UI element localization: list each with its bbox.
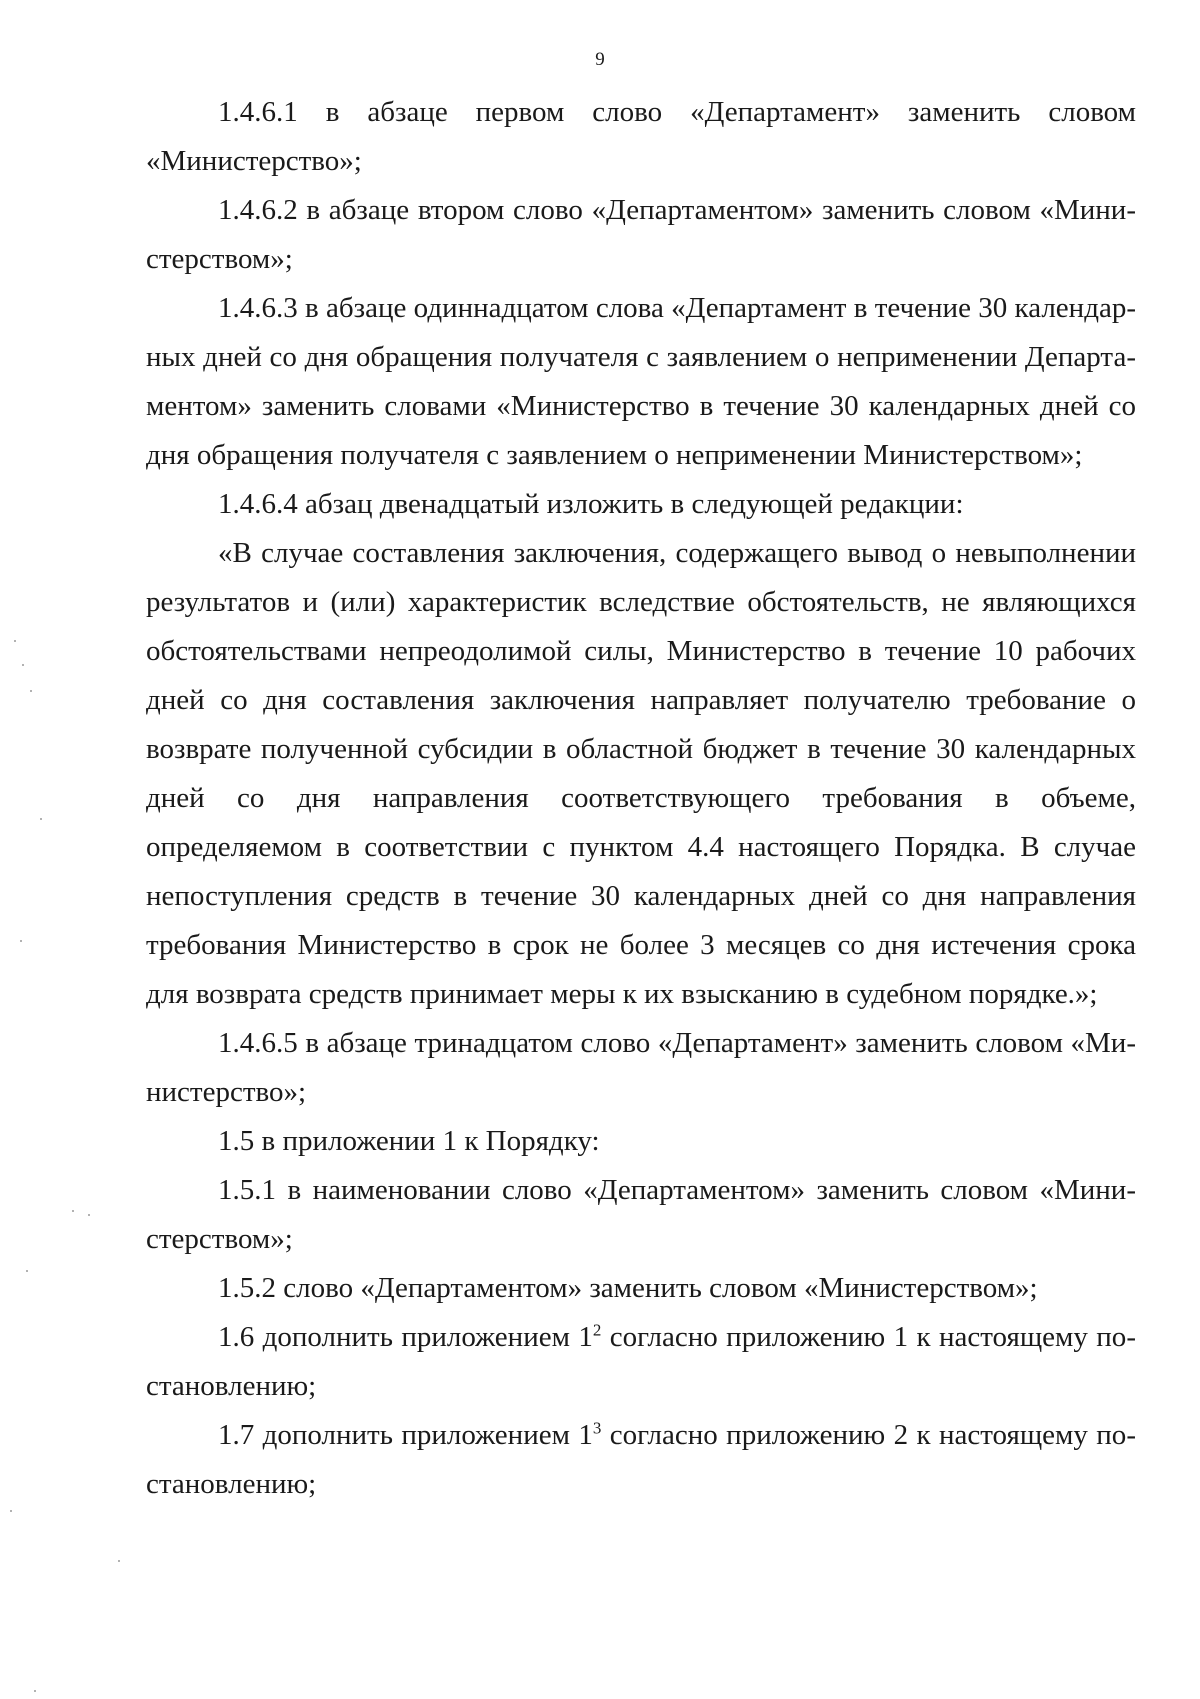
paragraph-new-wording: «В случае составления заключения, содержащего вывод о невыполнении результатов и (или) характеристик вследствие обстоятельств, не являющихся обстоятельствами непреодолимой силы, Министерство в течение 10 рабочих дней со дня составления заключения направляет получателю требование о возврате полученной субсидии в областной бюджет в течение 30 календарных дней со дня направления соответствующего требования в объеме, определяемом в соответствии с пунктом 4.4 настоящего Порядка. В случае непоступления средств в течение 30 календарных дней со дня направления требования Министерство в срок не более 3 месяцев со дня истечения срока для возврата средств принимает меры к их взысканию в судебном порядке.»; — [146, 537, 1136, 1010]
scan-speck — [72, 1210, 74, 1212]
paragraph-1-7-text-start: 1.7 дополнить приложением 1 — [218, 1419, 593, 1451]
appendix-superscript: 2 — [592, 1320, 602, 1340]
scan-speck — [22, 664, 24, 666]
scan-speck — [118, 1560, 120, 1562]
document-body — [146, 88, 1136, 1509]
scan-speck — [14, 640, 16, 642]
paragraph-1-6 — [146, 1313, 1136, 1411]
scan-speck — [40, 818, 42, 820]
paragraph-1-4-6-5: 1.4.6.5 в абзаце тринадцатом слово «Департамент» заменить словом «Министерство»; — [146, 1027, 1136, 1108]
scan-speck — [26, 1270, 28, 1272]
paragraph-1-6-text-start: 1.6 дополнить приложением 1 — [218, 1321, 593, 1353]
paragraph-1-5-2: 1.5.2 слово «Департаментом» заменить словом «Министерством»; — [218, 1272, 1038, 1304]
paragraph-1-7-text-end: согласно приложению 2 к настоящему постановлению; — [146, 1419, 1136, 1500]
scan-speck — [88, 1214, 90, 1216]
scan-speck — [20, 940, 22, 942]
paragraph-1-7 — [146, 1411, 1136, 1509]
paragraph-1-4-6-3: 1.4.6.3 в абзаце одиннадцатом слова «Департамент в течение 30 календарных дней со дня обращения получателя с заявлением о неприменении Департаментом» заменить словами «Министерство в течение 30 календарных дней со дня обращения получателя с заявлением о неприменении Министерством»; — [146, 292, 1136, 471]
paragraph-1-4-6-1: 1.4.6.1 в абзаце первом слово «Департамент» заменить словом «Министерство»; — [146, 96, 1136, 177]
paragraph-1-6-text-end: согласно приложению 1 к настоящему постановлению; — [146, 1321, 1136, 1402]
paragraph-1-5-1: 1.5.1 в наименовании слово «Департаментом» заменить словом «Министерством»; — [146, 1174, 1136, 1255]
scan-speck — [30, 690, 32, 692]
scan-speck — [10, 1510, 12, 1512]
paragraph-1-4-6-4: 1.4.6.4 абзац двенадцатый изложить в следующей редакции: — [218, 488, 964, 520]
page-number: 9 — [595, 49, 605, 70]
paragraph-1-4-6-2: 1.4.6.2 в абзаце втором слово «Департаментом» заменить словом «Министерством»; — [146, 194, 1136, 275]
appendix-superscript: 3 — [592, 1418, 602, 1438]
scan-speck — [34, 1690, 36, 1692]
paragraph-1-5: 1.5 в приложении 1 к Порядку: — [218, 1125, 600, 1157]
